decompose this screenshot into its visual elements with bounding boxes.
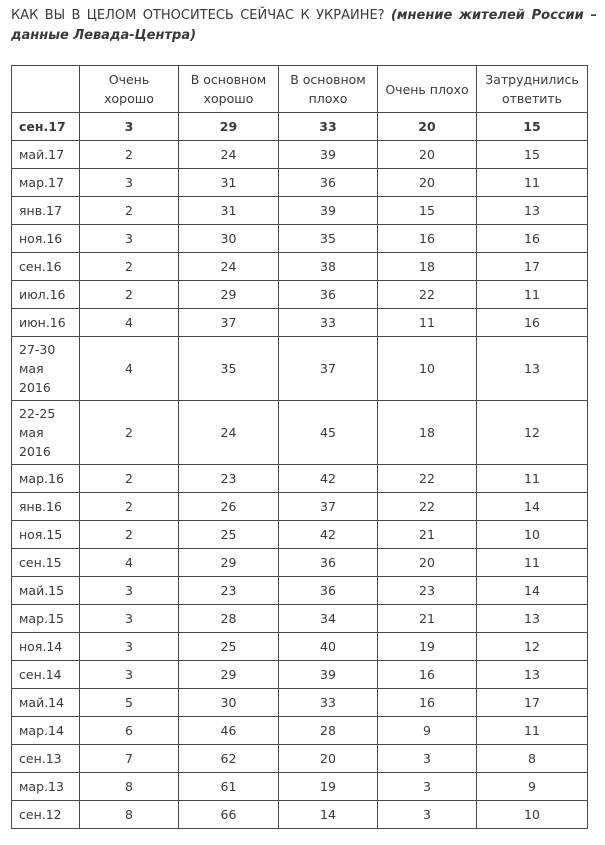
row-period-cell: ноя.16 bbox=[12, 225, 80, 253]
cell-undecided: 11 bbox=[477, 549, 588, 577]
cell-mostly-bad: 14 bbox=[279, 801, 378, 829]
cell-mostly-bad: 33 bbox=[279, 689, 378, 717]
cell-mostly-good: 29 bbox=[179, 661, 279, 689]
cell-very-good: 3 bbox=[80, 169, 179, 197]
cell-very-bad: 22 bbox=[378, 281, 477, 309]
cell-very-bad: 18 bbox=[378, 253, 477, 281]
header-cell-undecided: Затруднились ответить bbox=[477, 66, 588, 113]
cell-undecided: 15 bbox=[477, 113, 588, 141]
table-row bbox=[12, 493, 588, 521]
row-period-cell: мар.15 bbox=[12, 605, 80, 633]
cell-very-good: 2 bbox=[80, 197, 179, 225]
row-period-cell: май.17 bbox=[12, 141, 80, 169]
table-row bbox=[12, 717, 588, 745]
cell-undecided: 11 bbox=[477, 717, 588, 745]
cell-mostly-bad: 20 bbox=[279, 745, 378, 773]
row-period-cell: июл.16 bbox=[12, 281, 80, 309]
cell-very-bad: 21 bbox=[378, 605, 477, 633]
cell-undecided: 17 bbox=[477, 689, 588, 717]
cell-mostly-good: 25 bbox=[179, 633, 279, 661]
cell-mostly-good: 23 bbox=[179, 577, 279, 605]
cell-mostly-good: 37 bbox=[179, 309, 279, 337]
cell-mostly-bad: 36 bbox=[279, 577, 378, 605]
row-period-cell: май.15 bbox=[12, 577, 80, 605]
cell-mostly-good: 23 bbox=[179, 465, 279, 493]
cell-undecided: 10 bbox=[477, 521, 588, 549]
cell-very-bad: 16 bbox=[378, 689, 477, 717]
row-period-cell: 22-25 мая 2016 bbox=[12, 401, 80, 465]
cell-very-bad: 21 bbox=[378, 521, 477, 549]
cell-mostly-good: 62 bbox=[179, 745, 279, 773]
cell-mostly-bad: 34 bbox=[279, 605, 378, 633]
cell-mostly-bad: 37 bbox=[279, 493, 378, 521]
cell-very-good: 8 bbox=[80, 801, 179, 829]
cell-undecided: 11 bbox=[477, 281, 588, 309]
header-cell-very-good: Очень хорошо bbox=[80, 66, 179, 113]
cell-undecided: 13 bbox=[477, 661, 588, 689]
cell-very-good: 2 bbox=[80, 465, 179, 493]
cell-very-bad: 19 bbox=[378, 633, 477, 661]
cell-mostly-bad: 36 bbox=[279, 281, 378, 309]
cell-mostly-good: 31 bbox=[179, 169, 279, 197]
cell-mostly-good: 24 bbox=[179, 253, 279, 281]
cell-very-bad: 3 bbox=[378, 745, 477, 773]
cell-very-good: 2 bbox=[80, 401, 179, 465]
cell-mostly-good: 24 bbox=[179, 401, 279, 465]
row-period-cell: сен.15 bbox=[12, 549, 80, 577]
table-row bbox=[12, 401, 588, 465]
cell-undecided: 14 bbox=[477, 493, 588, 521]
cell-very-good: 4 bbox=[80, 549, 179, 577]
title-main: КАК ВЫ В ЦЕЛОМ ОТНОСИТЕСЬ СЕЙЧАС К УКРАИНЕ? bbox=[11, 8, 385, 23]
cell-mostly-good: 66 bbox=[179, 801, 279, 829]
cell-mostly-good: 25 bbox=[179, 521, 279, 549]
cell-undecided: 11 bbox=[477, 169, 588, 197]
cell-very-good: 3 bbox=[80, 633, 179, 661]
table-header-row bbox=[12, 66, 588, 113]
page-title bbox=[11, 6, 597, 46]
row-period-cell: мар.16 bbox=[12, 465, 80, 493]
table-row bbox=[12, 113, 588, 141]
table-body bbox=[12, 113, 588, 829]
cell-undecided: 16 bbox=[477, 309, 588, 337]
cell-mostly-bad: 35 bbox=[279, 225, 378, 253]
cell-mostly-good: 26 bbox=[179, 493, 279, 521]
cell-mostly-good: 30 bbox=[179, 689, 279, 717]
cell-undecided: 8 bbox=[477, 745, 588, 773]
cell-very-good: 6 bbox=[80, 717, 179, 745]
cell-very-bad: 23 bbox=[378, 577, 477, 605]
table-row bbox=[12, 577, 588, 605]
cell-very-good: 3 bbox=[80, 605, 179, 633]
cell-mostly-bad: 38 bbox=[279, 253, 378, 281]
cell-very-good: 4 bbox=[80, 309, 179, 337]
cell-undecided: 9 bbox=[477, 773, 588, 801]
cell-undecided: 14 bbox=[477, 577, 588, 605]
cell-mostly-bad: 33 bbox=[279, 113, 378, 141]
cell-very-bad: 11 bbox=[378, 309, 477, 337]
cell-very-bad: 20 bbox=[378, 549, 477, 577]
table-row bbox=[12, 745, 588, 773]
cell-very-good: 2 bbox=[80, 253, 179, 281]
cell-mostly-good: 35 bbox=[179, 337, 279, 401]
table-row bbox=[12, 309, 588, 337]
cell-mostly-bad: 45 bbox=[279, 401, 378, 465]
row-period-cell: ноя.14 bbox=[12, 633, 80, 661]
cell-mostly-good: 24 bbox=[179, 141, 279, 169]
table-row bbox=[12, 253, 588, 281]
cell-mostly-bad: 28 bbox=[279, 717, 378, 745]
cell-mostly-bad: 33 bbox=[279, 309, 378, 337]
cell-mostly-bad: 37 bbox=[279, 337, 378, 401]
row-period-cell: сен.16 bbox=[12, 253, 80, 281]
cell-very-good: 2 bbox=[80, 141, 179, 169]
table-row bbox=[12, 197, 588, 225]
cell-very-bad: 22 bbox=[378, 465, 477, 493]
table-row bbox=[12, 521, 588, 549]
cell-mostly-good: 28 bbox=[179, 605, 279, 633]
table-row bbox=[12, 801, 588, 829]
header-cell-very-bad: Очень плохо bbox=[378, 66, 477, 113]
cell-very-bad: 15 bbox=[378, 197, 477, 225]
cell-mostly-good: 61 bbox=[179, 773, 279, 801]
survey-table bbox=[11, 65, 588, 829]
table-row bbox=[12, 169, 588, 197]
table-row bbox=[12, 465, 588, 493]
header-cell-mostly-bad: В основном плохо bbox=[279, 66, 378, 113]
cell-mostly-good: 29 bbox=[179, 549, 279, 577]
cell-undecided: 15 bbox=[477, 141, 588, 169]
table-row bbox=[12, 605, 588, 633]
table-row bbox=[12, 281, 588, 309]
cell-very-bad: 9 bbox=[378, 717, 477, 745]
row-period-cell: янв.16 bbox=[12, 493, 80, 521]
cell-mostly-bad: 42 bbox=[279, 465, 378, 493]
title-subtitle: (мнение жителей России – данные Левада-Центра) bbox=[11, 8, 598, 43]
cell-mostly-bad: 40 bbox=[279, 633, 378, 661]
cell-very-good: 3 bbox=[80, 113, 179, 141]
row-period-cell: 27-30 мая 2016 bbox=[12, 337, 80, 401]
cell-very-bad: 10 bbox=[378, 337, 477, 401]
cell-mostly-good: 29 bbox=[179, 281, 279, 309]
cell-mostly-bad: 39 bbox=[279, 141, 378, 169]
cell-very-bad: 3 bbox=[378, 773, 477, 801]
cell-undecided: 13 bbox=[477, 605, 588, 633]
cell-very-bad: 16 bbox=[378, 225, 477, 253]
row-period-cell: мар.13 bbox=[12, 773, 80, 801]
cell-very-good: 3 bbox=[80, 225, 179, 253]
cell-undecided: 11 bbox=[477, 465, 588, 493]
table-row bbox=[12, 689, 588, 717]
table-row bbox=[12, 225, 588, 253]
cell-very-good: 8 bbox=[80, 773, 179, 801]
cell-very-bad: 3 bbox=[378, 801, 477, 829]
cell-mostly-good: 30 bbox=[179, 225, 279, 253]
cell-mostly-bad: 19 bbox=[279, 773, 378, 801]
cell-mostly-good: 29 bbox=[179, 113, 279, 141]
cell-undecided: 16 bbox=[477, 225, 588, 253]
cell-very-bad: 18 bbox=[378, 401, 477, 465]
cell-mostly-bad: 36 bbox=[279, 169, 378, 197]
cell-very-good: 2 bbox=[80, 281, 179, 309]
cell-mostly-good: 46 bbox=[179, 717, 279, 745]
cell-very-good: 2 bbox=[80, 521, 179, 549]
cell-very-bad: 20 bbox=[378, 113, 477, 141]
cell-mostly-good: 31 bbox=[179, 197, 279, 225]
cell-very-good: 3 bbox=[80, 661, 179, 689]
row-period-cell: сен.14 bbox=[12, 661, 80, 689]
cell-undecided: 13 bbox=[477, 337, 588, 401]
table-row bbox=[12, 773, 588, 801]
table-row bbox=[12, 549, 588, 577]
row-period-cell: ноя.15 bbox=[12, 521, 80, 549]
cell-undecided: 12 bbox=[477, 401, 588, 465]
cell-very-good: 3 bbox=[80, 577, 179, 605]
cell-undecided: 17 bbox=[477, 253, 588, 281]
cell-undecided: 10 bbox=[477, 801, 588, 829]
row-period-cell: сен.12 bbox=[12, 801, 80, 829]
cell-very-bad: 22 bbox=[378, 493, 477, 521]
cell-very-bad: 20 bbox=[378, 141, 477, 169]
row-period-cell: мар.17 bbox=[12, 169, 80, 197]
cell-undecided: 13 bbox=[477, 197, 588, 225]
row-period-cell: июн.16 bbox=[12, 309, 80, 337]
table-row bbox=[12, 661, 588, 689]
cell-mostly-bad: 39 bbox=[279, 661, 378, 689]
cell-undecided: 12 bbox=[477, 633, 588, 661]
header-cell-period bbox=[12, 66, 80, 113]
cell-very-good: 4 bbox=[80, 337, 179, 401]
table-row bbox=[12, 633, 588, 661]
cell-very-bad: 16 bbox=[378, 661, 477, 689]
cell-mostly-bad: 42 bbox=[279, 521, 378, 549]
cell-mostly-bad: 36 bbox=[279, 549, 378, 577]
row-period-cell: сен.13 bbox=[12, 745, 80, 773]
cell-very-good: 2 bbox=[80, 493, 179, 521]
cell-very-good: 5 bbox=[80, 689, 179, 717]
row-period-cell: янв.17 bbox=[12, 197, 80, 225]
header-cell-mostly-good: В основном хорошо bbox=[179, 66, 279, 113]
row-period-cell: сен.17 bbox=[12, 113, 80, 141]
table-row bbox=[12, 141, 588, 169]
table-row bbox=[12, 337, 588, 401]
cell-very-bad: 20 bbox=[378, 169, 477, 197]
row-period-cell: мар.14 bbox=[12, 717, 80, 745]
row-period-cell: май.14 bbox=[12, 689, 80, 717]
cell-mostly-bad: 39 bbox=[279, 197, 378, 225]
cell-very-good: 7 bbox=[80, 745, 179, 773]
